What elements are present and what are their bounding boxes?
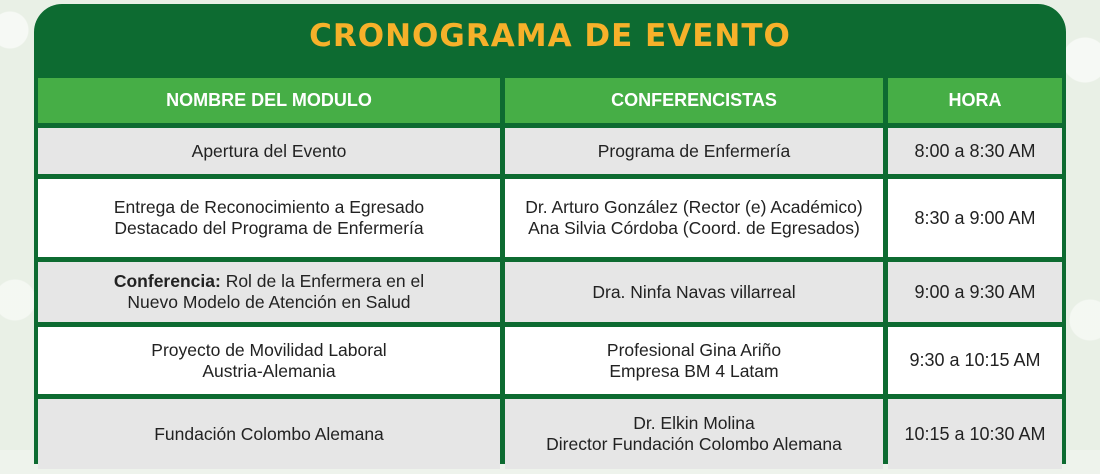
module-cell [38, 262, 500, 322]
table-header-row [38, 78, 1062, 123]
time-cell: 9:30 a 10:15 AM [888, 327, 1062, 394]
time-cell: 8:30 a 9:00 AM [888, 179, 1062, 257]
schedule-table [38, 78, 1062, 474]
table-row [38, 179, 1062, 257]
header-module: NOMBRE DEL MODULO [38, 78, 500, 123]
module-cell [38, 179, 500, 257]
module-cell [38, 399, 500, 469]
table-row [38, 128, 1062, 174]
speaker-line: Empresa BM 4 Latam [609, 360, 779, 381]
module-prefix: Conferencia: [113, 271, 221, 291]
table-row [38, 327, 1062, 394]
schedule-panel [34, 4, 1066, 464]
schedule-title: CRONOGRAMA DE EVENTO [309, 18, 791, 54]
table-row [38, 399, 1062, 469]
module-line: Proyecto de Movilidad Laboral [151, 339, 387, 360]
module-line: Fundación Colombo Alemana [154, 423, 384, 444]
time-cell: 9:00 a 9:30 AM [888, 262, 1062, 322]
speakers-cell [505, 128, 883, 174]
module-line: Destacado del Programa de Enfermería [114, 218, 424, 238]
header-time: HORA [888, 78, 1062, 123]
time-cell: 8:00 a 8:30 AM [888, 128, 1062, 174]
module-cell [38, 128, 500, 174]
table-row [38, 262, 1062, 322]
module-line: Entrega de Reconocimiento a Egresado [113, 197, 425, 217]
module-line: Nuevo Modelo de Atención en Salud [127, 292, 411, 312]
speaker-line: Programa de Enfermería [597, 140, 791, 161]
module-cell [38, 327, 500, 394]
header-speakers: CONFERENCISTAS [505, 78, 883, 123]
speaker-line: Dra. Ninfa Navas villarreal [592, 281, 796, 302]
speakers-cell [505, 327, 883, 394]
time-cell: 10:15 a 10:30 AM [888, 399, 1062, 469]
speakers-cell [505, 179, 883, 257]
module-line: Austria-Alemania [202, 360, 336, 381]
speaker-line: Profesional Gina Ariño [606, 339, 782, 360]
speaker-line: Ana Silvia Córdoba (Coord. de Egresados) [528, 218, 860, 238]
speakers-cell [505, 399, 883, 469]
module-line: Rol de la Enfermera en el [225, 271, 425, 291]
module-line: Apertura del Evento [191, 140, 347, 161]
speaker-line: Dr. Elkin Molina [633, 413, 755, 433]
speaker-line: Director Fundación Colombo Alemana [546, 434, 842, 454]
speaker-line: Dr. Arturo González (Rector (e) Académico) [525, 197, 863, 217]
speakers-cell [505, 262, 883, 322]
